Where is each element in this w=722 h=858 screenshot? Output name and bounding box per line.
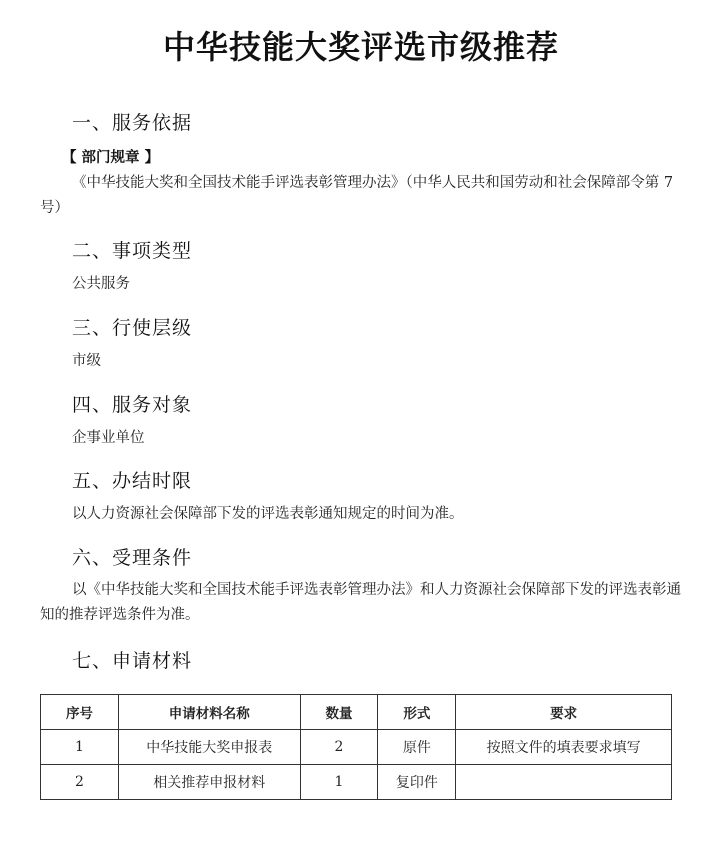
cell-index: 1 xyxy=(41,730,119,765)
cell-quantity: 2 xyxy=(300,730,378,765)
acceptance-conditions-text: 以《中华技能大奖和全国技术能手评选表彰管理办法》和人力资源社会保障部下发的评选表彰通知的推荐评选条件为准。 xyxy=(40,582,681,623)
cell-form: 原件 xyxy=(378,730,456,765)
section-heading-acceptance-conditions: 六、受理条件 xyxy=(72,547,193,569)
section-heading-service-basis: 一、服务依据 xyxy=(72,112,193,134)
col-header-requirement: 要求 xyxy=(456,695,672,730)
item-type-text: 公共服务 xyxy=(72,276,130,292)
col-header-form: 形式 xyxy=(378,695,456,730)
time-limit-text: 以人力资源社会保障部下发的评选表彰通知规定的时间为准。 xyxy=(72,506,464,522)
table-row xyxy=(41,765,672,800)
table-row xyxy=(41,730,672,765)
cell-quantity: 1 xyxy=(300,765,378,800)
exercise-level-text: 市级 xyxy=(72,353,101,369)
table-header-row xyxy=(41,695,672,730)
cell-requirement xyxy=(456,765,672,800)
page-title: 中华技能大奖评选市级推荐 xyxy=(162,28,559,66)
col-header-index: 序号 xyxy=(41,695,119,730)
cell-form: 复印件 xyxy=(378,765,456,800)
service-basis-text: 《中华技能大奖和全国技术能手评选表彰管理办法》（中华人民共和国劳动和社会保障部令第 7 号） xyxy=(40,175,674,216)
section-heading-service-target: 四、服务对象 xyxy=(72,394,193,416)
subheading-department-rules: 【 部门规章 】 xyxy=(62,150,160,166)
cell-material-name: 中华技能大奖申报表 xyxy=(118,730,300,765)
col-header-quantity: 数量 xyxy=(300,695,378,730)
materials-table xyxy=(40,694,672,800)
col-header-material-name: 申请材料名称 xyxy=(118,695,300,730)
section-heading-time-limit: 五、办结时限 xyxy=(72,470,193,492)
section-heading-application-materials: 七、申请材料 xyxy=(72,650,193,672)
section-heading-item-type: 二、事项类型 xyxy=(72,240,193,262)
cell-requirement: 按照文件的填表要求填写 xyxy=(456,730,672,765)
section-heading-exercise-level: 三、行使层级 xyxy=(72,317,193,339)
cell-material-name: 相关推荐申报材料 xyxy=(118,765,300,800)
service-target-text: 企事业单位 xyxy=(72,430,145,446)
cell-index: 2 xyxy=(41,765,119,800)
